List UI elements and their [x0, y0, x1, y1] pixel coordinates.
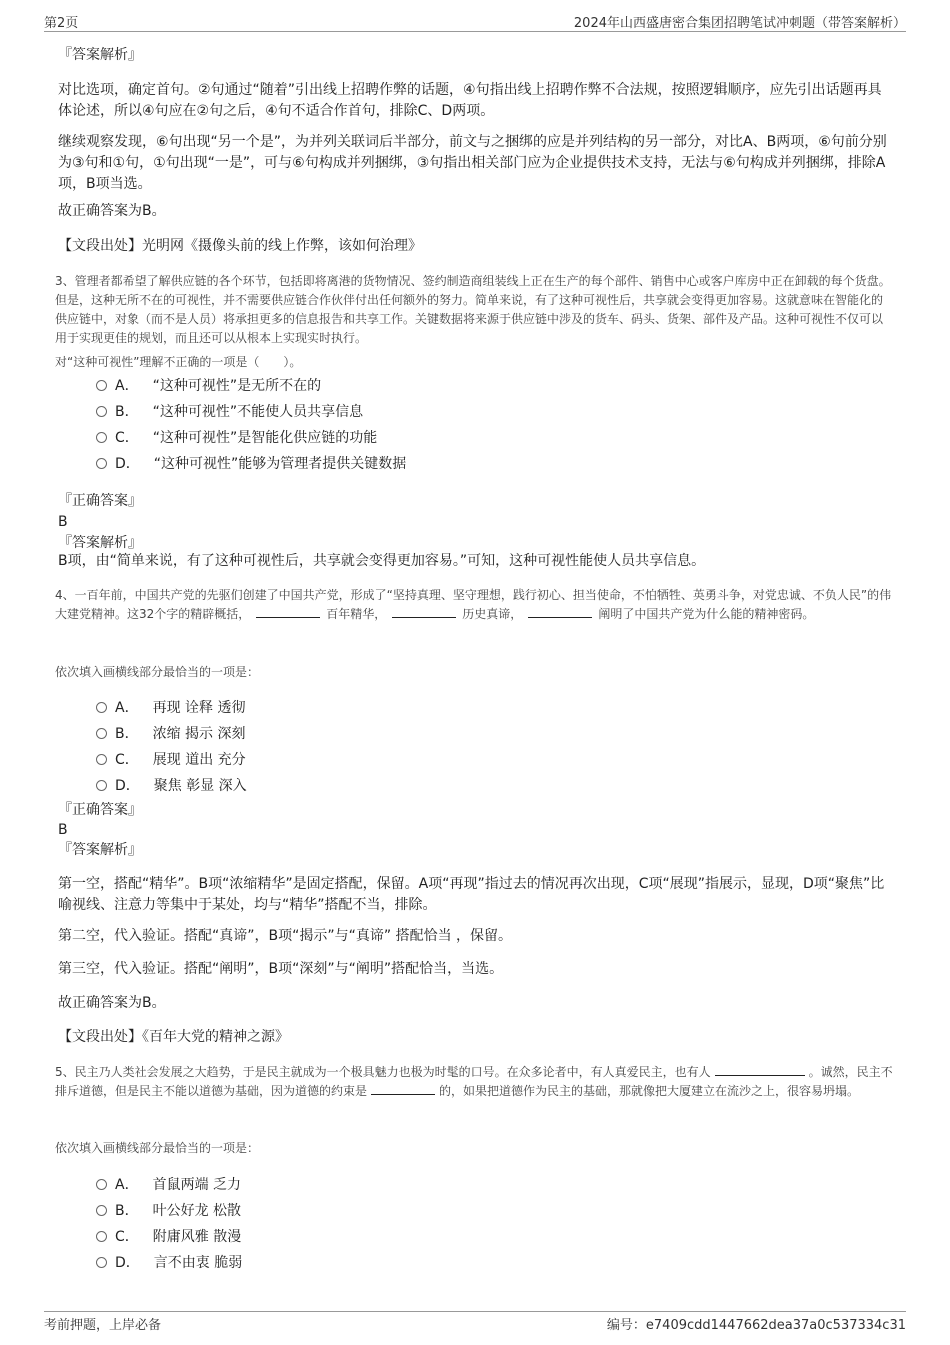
option-b[interactable]: B． 叶公好龙 松散	[115, 1203, 242, 1219]
document-id: 编号：e7409cdd1447662dea37a0c537334c31	[606, 1318, 906, 1333]
analysis-label: 『答案解析』	[58, 535, 142, 551]
analysis-paragraph: 第一空，搭配“精华”。B项“浓缩精华”是固定搭配，保留。A项“再现”指过去的情况再次出现，C项“展现”指展示，显现，D项“聚焦”比喻视线、注意力等集中于某处，均与“精华”搭配不当，排除。	[58, 876, 885, 913]
radio-option-c[interactable]	[96, 1231, 107, 1242]
radio-option-c[interactable]	[96, 754, 107, 765]
analysis-paragraph: 继续观察发现，⑥句出现“另一个是”，为并列关联词后半部分，前文与之捆绑的应是并列结构的另一部分，对比A、B两项，⑥句前分别为③句和①句，①句出现“一是”，可与⑥句构成并列捆绑，③句指出相关部门应为企业提供技术支持，无法与⑥句构成并列捆绑，排除A项，B项当选。	[58, 134, 887, 192]
radio-option-b[interactable]	[96, 406, 107, 417]
fill-blank	[371, 1082, 435, 1095]
radio-option-d[interactable]	[96, 458, 107, 469]
option-b[interactable]: B． “这种可视性”不能使人员共享信息	[115, 404, 364, 420]
document-title: 2024年山西盛唐密合集团招聘笔试冲刺题（带答案解析）	[573, 16, 906, 31]
correct-answer-label: 『正确答案』	[58, 493, 142, 509]
option-a[interactable]: A． “这种可视性”是无所不在的	[115, 378, 322, 394]
correct-answer: B	[58, 822, 68, 838]
radio-option-d[interactable]	[96, 1257, 107, 1268]
analysis-paragraph: 对比选项，确定首句。②句通过“随着”引出线上招聘作弊的话题，④句指出线上招聘作弊不合法规，按照逻辑顺序，应先引出话题再具体论述，所以④句应在②句之后，④句不适合作首句，排除C、D两项。	[58, 82, 882, 119]
fill-blank	[528, 605, 592, 618]
analysis-paragraph: 第二空，代入验证。搭配“真谛”，B项“揭示”与“真谛” 搭配恰当 ，保留。	[58, 928, 513, 944]
analysis-conclusion: 故正确答案为B。	[58, 203, 166, 219]
option-c[interactable]: C． 展现 道出 充分	[115, 752, 246, 768]
analysis-paragraph: 第三空，代入验证。搭配“阐明”，B项“深刻”与“阐明”搭配恰当，当选。	[58, 961, 504, 977]
question-prompt: 对“这种可视性”理解不正确的一项是（ ）。	[55, 355, 302, 369]
radio-option-a[interactable]	[96, 1179, 107, 1190]
option-c[interactable]: C． “这种可视性”是智能化供应链的功能	[115, 430, 378, 446]
fill-blank	[715, 1063, 805, 1076]
radio-option-a[interactable]	[96, 380, 107, 391]
radio-option-d[interactable]	[96, 780, 107, 791]
page-number: 第2页	[44, 16, 79, 31]
question-prompt: 依次填入画横线部分最恰当的一项是：	[55, 1141, 260, 1155]
analysis-paragraph: B项，由“简单来说，有了这种可视性后，共享就会变得更加容易。”可知，这种可视性能使人员共享信息。	[58, 553, 706, 569]
question-stem: 5、民主乃人类社会发展之大趋势，于是民主就成为一个极具魅力也极为时髦的口号。在众多论者中，有人真爱民主，也有人 。诚然，民主不排斥道德，但是民主不能以道德为基础，因为道德的约束是 的，如果把道德作为民主的基础，那就像把大厦建立在流沙之上，很容易坍塌。	[55, 1065, 893, 1098]
radio-option-b[interactable]	[96, 728, 107, 739]
analysis-conclusion: 故正确答案为B。	[58, 995, 166, 1011]
option-a[interactable]: A． 首鼠两端 乏力	[115, 1177, 242, 1193]
radio-option-b[interactable]	[96, 1205, 107, 1216]
option-a[interactable]: A． 再现 诠释 透彻	[115, 700, 246, 716]
fill-blank	[256, 605, 320, 618]
footer-divider	[44, 1311, 906, 1312]
fill-blank	[392, 605, 456, 618]
source-citation: 【文段出处】光明网《摄像头前的线上作弊，该如何治理》	[58, 238, 422, 254]
correct-answer-label: 『正确答案』	[58, 802, 142, 818]
analysis-label: 『答案解析』	[58, 47, 142, 63]
option-b[interactable]: B． 浓缩 揭示 深刻	[115, 726, 246, 742]
correct-answer: B	[58, 514, 68, 530]
source-citation: 【文段出处】《百年大党的精神之源》	[58, 1029, 289, 1045]
footer-slogan: 考前押题，上岸必备	[44, 1318, 162, 1333]
header-divider	[44, 31, 906, 32]
question-stem: 3、管理者都希望了解供应链的各个环节，包括即将离港的货物情况、签约制造商组装线上正在生产的每个部件、销售中心或客户库房中正在卸载的每个货盘。但是，这种无所不在的可视性，并不需要供应链合作伙伴付出任何额外的努力。简单来说，有了这种可视性后，共享就会变得更加容易。这就意味在智能化的供应链中，对象（而不是人员）将承担更多的信息报告和共享工作。关键数据将来源于供应链中涉及的货车、码头、货架、部件及产品。这种可视性不仅可以用于实现更佳的规划，而且还可以从根本上实现实时执行。	[55, 274, 891, 345]
option-c[interactable]: C． 附庸风雅 散漫	[115, 1229, 242, 1245]
question-stem: 4、一百年前，中国共产党的先驱们创建了中国共产党，形成了“坚持真理、坚守理想，践行初心、担当使命，不怕牺牲、英勇斗争，对党忠诚、不负人民”的伟大建党精神。这32个字的精辟概括， 百年精华， 历史真谛， 阐明了中国共产党为什么能的精神密码。	[55, 588, 892, 621]
question-prompt: 依次填入画横线部分最恰当的一项是：	[55, 665, 260, 679]
radio-option-a[interactable]	[96, 702, 107, 713]
analysis-label: 『答案解析』	[58, 842, 142, 858]
option-d[interactable]: D． “这种可视性”能够为管理者提供关键数据	[115, 456, 407, 472]
option-d[interactable]: D． 聚焦 彰显 深入	[115, 778, 247, 794]
radio-option-c[interactable]	[96, 432, 107, 443]
option-d[interactable]: D． 言不由衷 脆弱	[115, 1255, 243, 1271]
